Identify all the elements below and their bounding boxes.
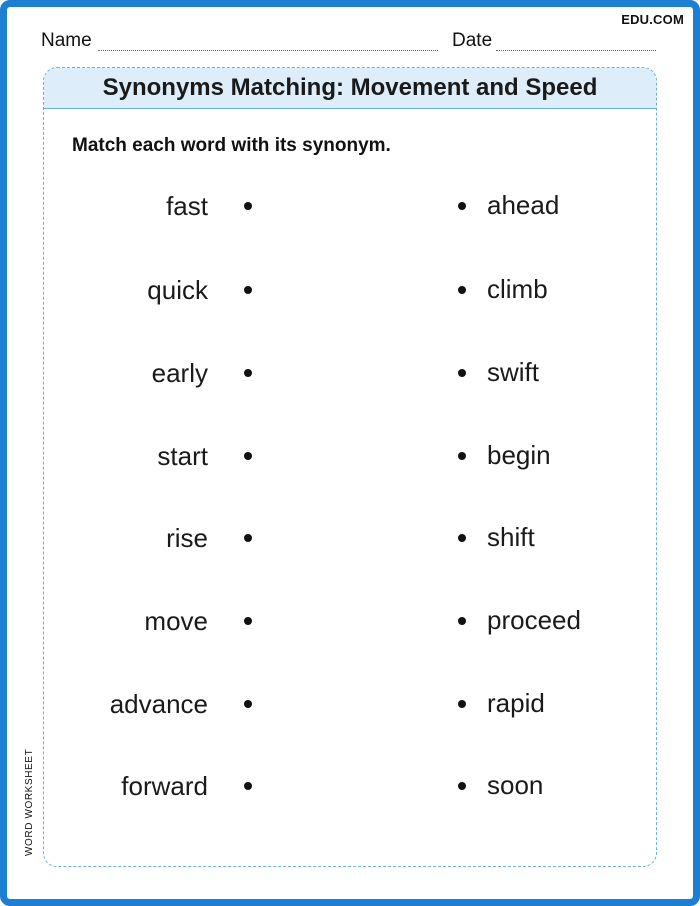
left-match-dot[interactable] bbox=[244, 700, 252, 708]
right-match-dot[interactable] bbox=[458, 452, 466, 460]
brand-logo: EDU.COM bbox=[621, 12, 684, 27]
left-match-dot[interactable] bbox=[244, 286, 252, 294]
date-label: Date bbox=[452, 30, 493, 51]
right-match-dot[interactable] bbox=[458, 369, 466, 377]
left-match-dot[interactable] bbox=[244, 369, 252, 377]
left-word: advance bbox=[109, 689, 208, 719]
right-word: proceed bbox=[487, 605, 581, 635]
right-word: shift bbox=[487, 522, 535, 552]
right-match-dot[interactable] bbox=[458, 617, 466, 625]
name-label: Name bbox=[41, 30, 92, 51]
right-match-dot[interactable] bbox=[458, 782, 466, 790]
right-word: ahead bbox=[487, 190, 560, 220]
right-match-dot[interactable] bbox=[458, 534, 466, 542]
left-word: rise bbox=[166, 523, 208, 553]
left-match-dot[interactable] bbox=[244, 782, 252, 790]
left-word: fast bbox=[166, 191, 208, 221]
right-word: rapid bbox=[487, 688, 545, 718]
right-match-dot[interactable] bbox=[458, 700, 466, 708]
right-match-dot[interactable] bbox=[458, 286, 466, 294]
left-word: forward bbox=[121, 771, 208, 801]
left-word: start bbox=[157, 441, 208, 471]
left-match-dot[interactable] bbox=[244, 202, 252, 210]
date-field[interactable] bbox=[496, 50, 656, 51]
left-match-dot[interactable] bbox=[244, 617, 252, 625]
worksheet-title: Synonyms Matching: Movement and Speed bbox=[44, 68, 656, 109]
right-word: climb bbox=[487, 274, 548, 304]
right-word: soon bbox=[487, 770, 544, 800]
right-word: begin bbox=[487, 440, 551, 470]
side-label: WORD WORKSHEET bbox=[24, 748, 35, 856]
worksheet-card bbox=[43, 67, 657, 867]
name-field[interactable] bbox=[98, 50, 438, 51]
right-word: swift bbox=[487, 357, 539, 387]
left-word: move bbox=[144, 606, 208, 636]
left-word: early bbox=[151, 358, 208, 388]
left-match-dot[interactable] bbox=[244, 534, 252, 542]
instruction-text: Match each word with its synonym. bbox=[72, 135, 391, 156]
left-match-dot[interactable] bbox=[244, 452, 252, 460]
left-word: quick bbox=[147, 275, 208, 305]
right-match-dot[interactable] bbox=[458, 202, 466, 210]
